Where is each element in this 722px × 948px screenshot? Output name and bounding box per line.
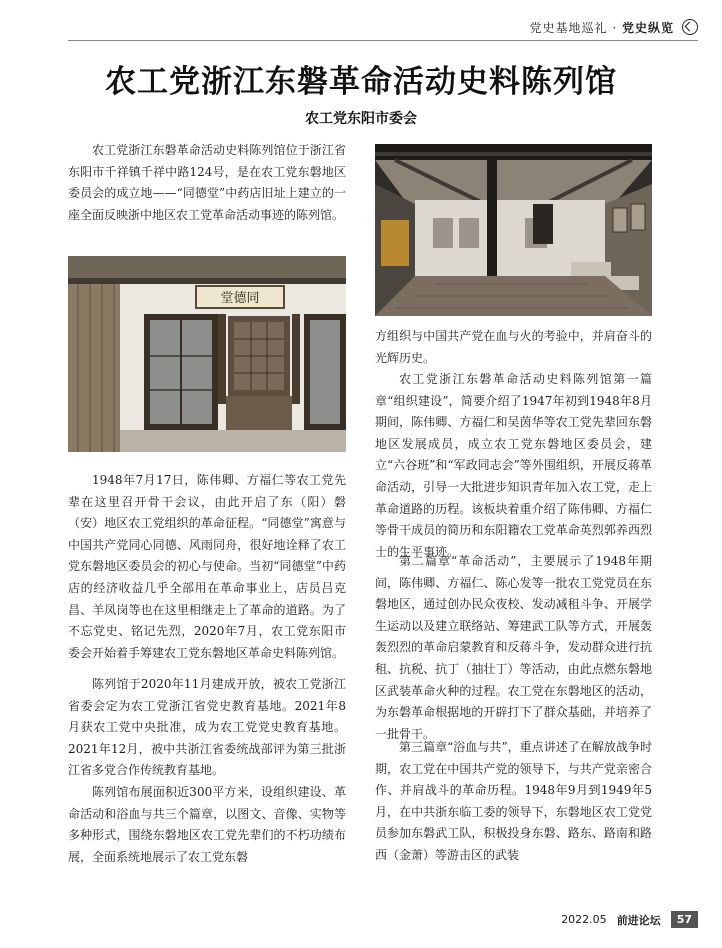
running-header xyxy=(530,16,698,38)
header-section: 党史基地巡礼 · 党史纵览 xyxy=(529,20,674,35)
exhibition-hall-photo xyxy=(375,144,652,316)
paragraph-history: 1948年7月17日，陈伟卿、方福仁等农工党先辈在这里召开骨干会议，由此开启了东（阳）磐（安）地区农工党组织的革命征程。“同德堂”寓意与中国共产党同心同德、风雨同舟，很好地诠释了农工党东磐地区委员会的初心与使命。当初“同德堂”中药店的经济收益几乎全部用在革命事业上，店员吕克昌、羊凤岗等也在这里相继走上了革命的道路。为了不忘党史、铭记先烈，2020年7月，农工党东阳市委会开始着手筹建农工党东磐地区革命史料陈列馆。 xyxy=(68,473,346,660)
page-footer xyxy=(561,911,698,928)
paragraph-intro: 农工党浙江东磐革命活动史料陈列馆位于浙江省东阳市千祥镇千祥中路124号，是在农工党东磐地区委员会的成立地——“同德堂”中药店旧址上建立的一座全面反映浙中地区农工党革命活动事迹的陈列馆。 xyxy=(68,143,346,222)
paragraph-chapter-three: 第三篇章“浴血与共”，重点讲述了在解放战争时期，农工党在中国共产党的领导下，与共产党亲密合作、并肩战斗的革命历程。1948年9月到1949年5月，在中共浙东临工委的领导下，东磐地区农工党党员参加东磐武工队，积极投身东磐、路东、路南和路西（金萧）等游击区的武装 xyxy=(375,740,652,862)
paragraph-chapter-two: 第二篇章“革命活动”，主要展示了1948年期间，陈伟卿、方福仁、陈心发等一批农工党党员在东磐地区，通过创办民众夜校、发动减租斗争、开展学生运动以及建立联络站、筹建武工队等方式，开展轰轰烈烈的革命启蒙教育和反蒋斗争，发动群众进行抗租、抗税、抗丁（抽壮丁）等活动，由此点燃东磐地区武装革命火种的过程。农工党在东磐地区的活动，为东磐革命根据地的开辟打下了群众基础，并培养了一批骨干。 xyxy=(375,554,652,741)
plaque-text: 堂德同 xyxy=(220,291,260,306)
page-number: 57 xyxy=(671,911,698,928)
issue-date: 2022.05 xyxy=(561,913,607,926)
article-author: 农工党东阳市委会 xyxy=(305,111,417,127)
paragraph-opening: 陈列馆于2020年11月建成开放，被农工党浙江省委会定为农工党浙江省党史教育基地。2021年8月获农工党中央批准，成为农工党党史教育基地。2021年12月，被中共浙江省委统战部评为第三批浙江省多党合作传统教育基地。 xyxy=(68,677,346,778)
paragraph-layout: 陈列馆布展面积近300平方米，设组织建设、革命活动和浴血与共三个篇章，以图文、音像、实物等多种形式，围绕东磐地区农工党先辈们的不朽功绩布展，全面系统地展示了农工党东磐 xyxy=(68,785,346,864)
arrow-circle-icon xyxy=(682,19,698,35)
paragraph-chapter-one: 农工党浙江东磐革命活动史料陈列馆第一篇章“组织建设”，简要介绍了1947年初到1948年8月期间，陈伟卿、方福仁和吴茵华等农工党先辈回东磐地区发展成员，成立农工党东磐地区委员会，建立“六谷班”和“军政同志会”等外围组织，开展反蒋革命活动，引导一大批进步知识青年加入农工党，走上革命道路的历程。该板块着重介绍了陈伟卿、方福仁等骨干成员的简历和东阳籍农工党革命英烈郭养西烈士的生平事迹。 xyxy=(375,372,652,559)
magazine-name: 前进论坛 xyxy=(616,913,661,927)
header-divider xyxy=(68,40,698,41)
paragraph-continuation: 方组织与中国共产党在血与火的考验中，并肩奋斗的光辉历史。 xyxy=(375,329,652,365)
article-title: 农工党浙江东磐革命活动史料陈列馆 xyxy=(105,64,617,100)
storefront-photo xyxy=(68,256,346,452)
